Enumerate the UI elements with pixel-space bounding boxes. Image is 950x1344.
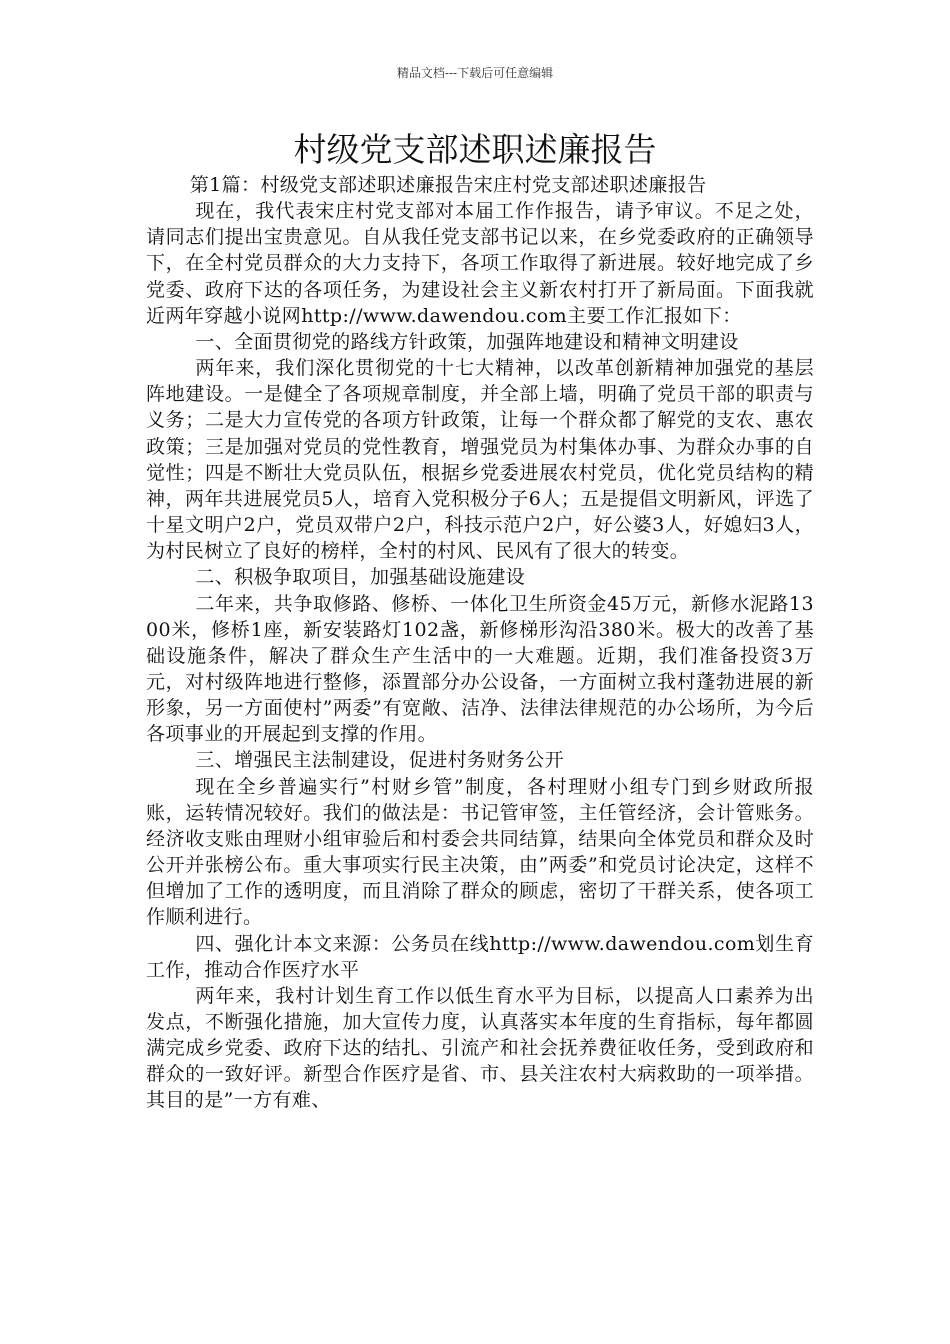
document-title: 村级党支部述职述廉报告 — [293, 130, 657, 169]
paragraph-section-2: 二年来，共争取修路、修桥、一体化卫生所资金45万元，新修水泥路1300米，修桥1座，新安装路灯102盏，新修梯形沟沿380米。极大的改善了基础设施条件，解决了群众生产生活中的一大难题。近期，我们准备投资3万元，对村级阵地进行整修，添置部分办公设备，一方面树立我村蓬勃进展的新形象，另一方面使村”两委”有宽敞、洁净、法律法律规范的办公场所，为今后各项事业的开展起到支撑的作用。 — [146, 592, 814, 746]
section-heading-4: 四、强化计本文来源：公务员在线http://www.dawendou.com划生育工作，推动合作医疗水平 — [146, 932, 814, 981]
paragraph-intro: 现在，我代表宋庄村党支部对本届工作作报告，请予审议。不足之处，请同志们提出宝贵意见。自从我任党支部书记以来，在乡党委政府的正确领导下，在全村党员群众的大力支持下，各项工作取得了新进展。较好地完成了乡党委、政府下达的各项任务，为建设社会主义新农村打开了新局面。下面我就近两年穿越小说网http://www.dawendou.com主要工作汇报如下： — [146, 200, 814, 327]
paragraph-section-3: 现在全乡普遍实行”村财乡管”制度，各村理财小组专门到乡财政所报账，运转情况较好。我们的做法是：书记管审签，主任管经济，会计管账务。经济收支账由理财小组审验后和村委会共同结算，结果向全体党员和群众及时公开并张榜公布。重大事项实行民主决策，由”两委”和党员讨论决定，这样不但增加了工作的透明度，而且消除了群众的顾虑，密切了干群关系，使各项工作顺利进行。 — [146, 775, 814, 929]
paragraph-section-1: 两年来，我们深化贯彻党的十七大精神，以改革创新精神加强党的基层阵地建设。一是健全了各项规章制度，并全部上墙，明确了党员干部的职责与义务；二是大力宣传党的各项方针政策，让每一个群众都了解党的支农、惠农政策；三是加强对党员的党性教育，增强党员为村集体办事、为群众办事的自觉性；四是不断壮大党员队伍，根据乡党委进展农村党员，优化党员结构的精神，两年共进展党员5人，培育入党积极分子6人；五是提倡文明新风，评选了十星文明户2户，党员双带户2户，科技示范户2户，好公婆3人，好媳妇3人，为村民树立了良好的榜样，全村的村风、民风有了很大的转变。 — [146, 357, 814, 563]
section-heading-2: 二、积极争取项目，加强基础设施建设 — [195, 566, 526, 589]
document-body — [146, 172, 814, 1114]
page-header-note: 精品文档---下载后可任意编辑 — [396, 66, 554, 80]
document-subtitle: 第1篇：村级党支部述职述廉报告宋庄村党支部述职述廉报告 — [189, 174, 707, 196]
paragraph-section-4: 两年来，我村计划生育工作以低生育水平为目标，以提高人口素养为出发点，不断强化措施，加大宣传力度，认真落实本年度的生育指标，每年都圆满完成乡党委、政府下达的结扎、引流产和社会抚养费征收任务，受到政府和群众的一致好评。新型合作医疗是省、市、县关注农村大病救助的一项举措。其目的是”一方有难、 — [146, 984, 814, 1112]
section-heading-3: 三、增强民主法制建设，促进村务财务公开 — [195, 749, 564, 772]
section-heading-1: 一、全面贯彻党的路线方针政策，加强阵地建设和精神文明建设 — [195, 330, 739, 353]
